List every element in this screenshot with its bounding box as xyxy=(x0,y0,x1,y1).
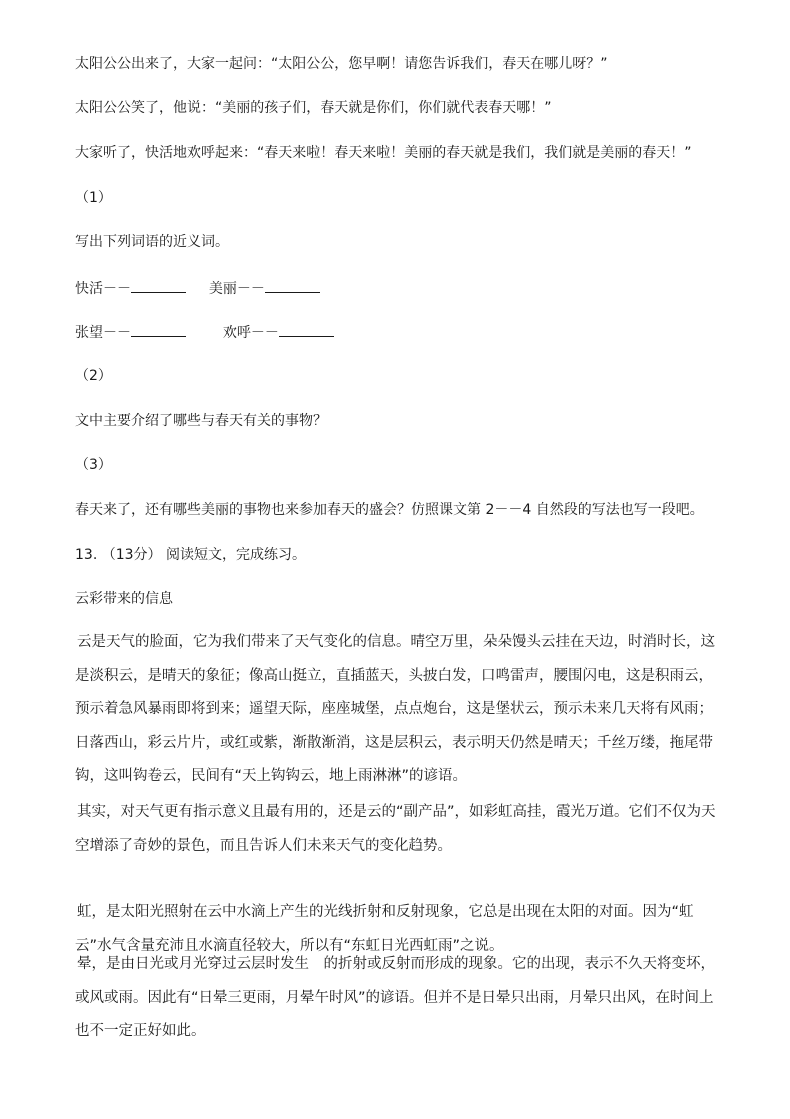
q2-number: （2） xyxy=(75,368,112,384)
story-line-3: 大家听了，快活地欢呼起来：“春天来啦！春天来啦！美丽的春天就是我们，我们就是美丽的春天！” xyxy=(75,145,692,161)
q1-number: （1） xyxy=(75,190,112,206)
q1-word-1: 快活－－ xyxy=(75,281,131,297)
passage-paragraph-2: 其实，对天气更有指示意义且最有用的，还是云的“副产品”，如彩虹高挂，霞光万道。它们不仅为天空增添了奇妙的景色，而且告诉人们未来天气的变化趋势。 xyxy=(75,804,716,854)
story-line-2: 太阳公公笑了，他说：“美丽的孩子们，春天就是你们，你们就代表春天哪！” xyxy=(75,100,552,116)
answer-blank-3[interactable] xyxy=(131,322,186,337)
q1-row-1 xyxy=(75,278,320,299)
q3-prompt: 春天来了，还有哪些美丽的事物也来参加春天的盛会？仿照课文第 2－－4 自然段的写法也写一段吧。 xyxy=(75,502,704,518)
answer-blank-2[interactable] xyxy=(265,278,320,293)
q1-word-2: 美丽－－ xyxy=(208,281,265,297)
passage-paragraph-1: 云是天气的脸面，它为我们带来了天气变化的信息。晴空万里，朵朵馒头云挂在天边，时消时长，这是淡积云，是晴天的象征；像高山挺立，直插蓝天，头披白发，口鸣雷声，腰围闪电，这是积雨云，预示着急风暴雨即将到来；遥望天际，座座城堡，点点炮台，这是堡状云，预示未来几天将有风雨；日落西山，彩云片片，或红或紫，渐散渐消，这是层积云，表示明天仍然是晴天；千丝万缕，拖尾带钩，这叫钩卷云，民间有“天上钩钩云，地上雨淋淋”的谚语。 xyxy=(75,634,715,784)
q2-prompt: 文中主要介绍了哪些与春天有关的事物？ xyxy=(75,413,327,429)
q1-word-3: 张望－－ xyxy=(75,325,131,341)
q1-word-4: 欢呼－－ xyxy=(222,325,279,341)
answer-blank-1[interactable] xyxy=(131,278,186,293)
q13-header: 13. （13分） 阅读短文，完成练习。 xyxy=(75,547,306,563)
q1-row-2 xyxy=(75,322,334,343)
passage-paragraph-4: 晕，是由日光或月光穿过云层时发生 的折射或反射而形成的现象。它的出现，表示不久天将变坏，或风或雨。因此有“日晕三更雨，月晕午时风”的谚语。但并不是日晕只出雨，月晕只出风，在时间上也不一定正好如此。 xyxy=(75,956,715,1039)
q3-number: （3） xyxy=(75,457,112,473)
answer-blank-4[interactable] xyxy=(279,322,334,337)
passage-paragraph-3: 虹，是太阳光照射在云中水滴上产生的光线折射和反射现象，它总是出现在太阳的对面。因为“虹云”水气含量充沛且水滴直径较大，所以有“东虹日光西虹雨”之说。 xyxy=(75,904,694,954)
q1-prompt: 写出下列词语的近义词。 xyxy=(75,234,229,250)
passage-title: 云彩带来的信息 xyxy=(75,591,173,607)
story-line-1: 太阳公公出来了，大家一起问：“太阳公公，您早啊！请您告诉我们，春天在哪儿呀？” xyxy=(75,56,608,72)
